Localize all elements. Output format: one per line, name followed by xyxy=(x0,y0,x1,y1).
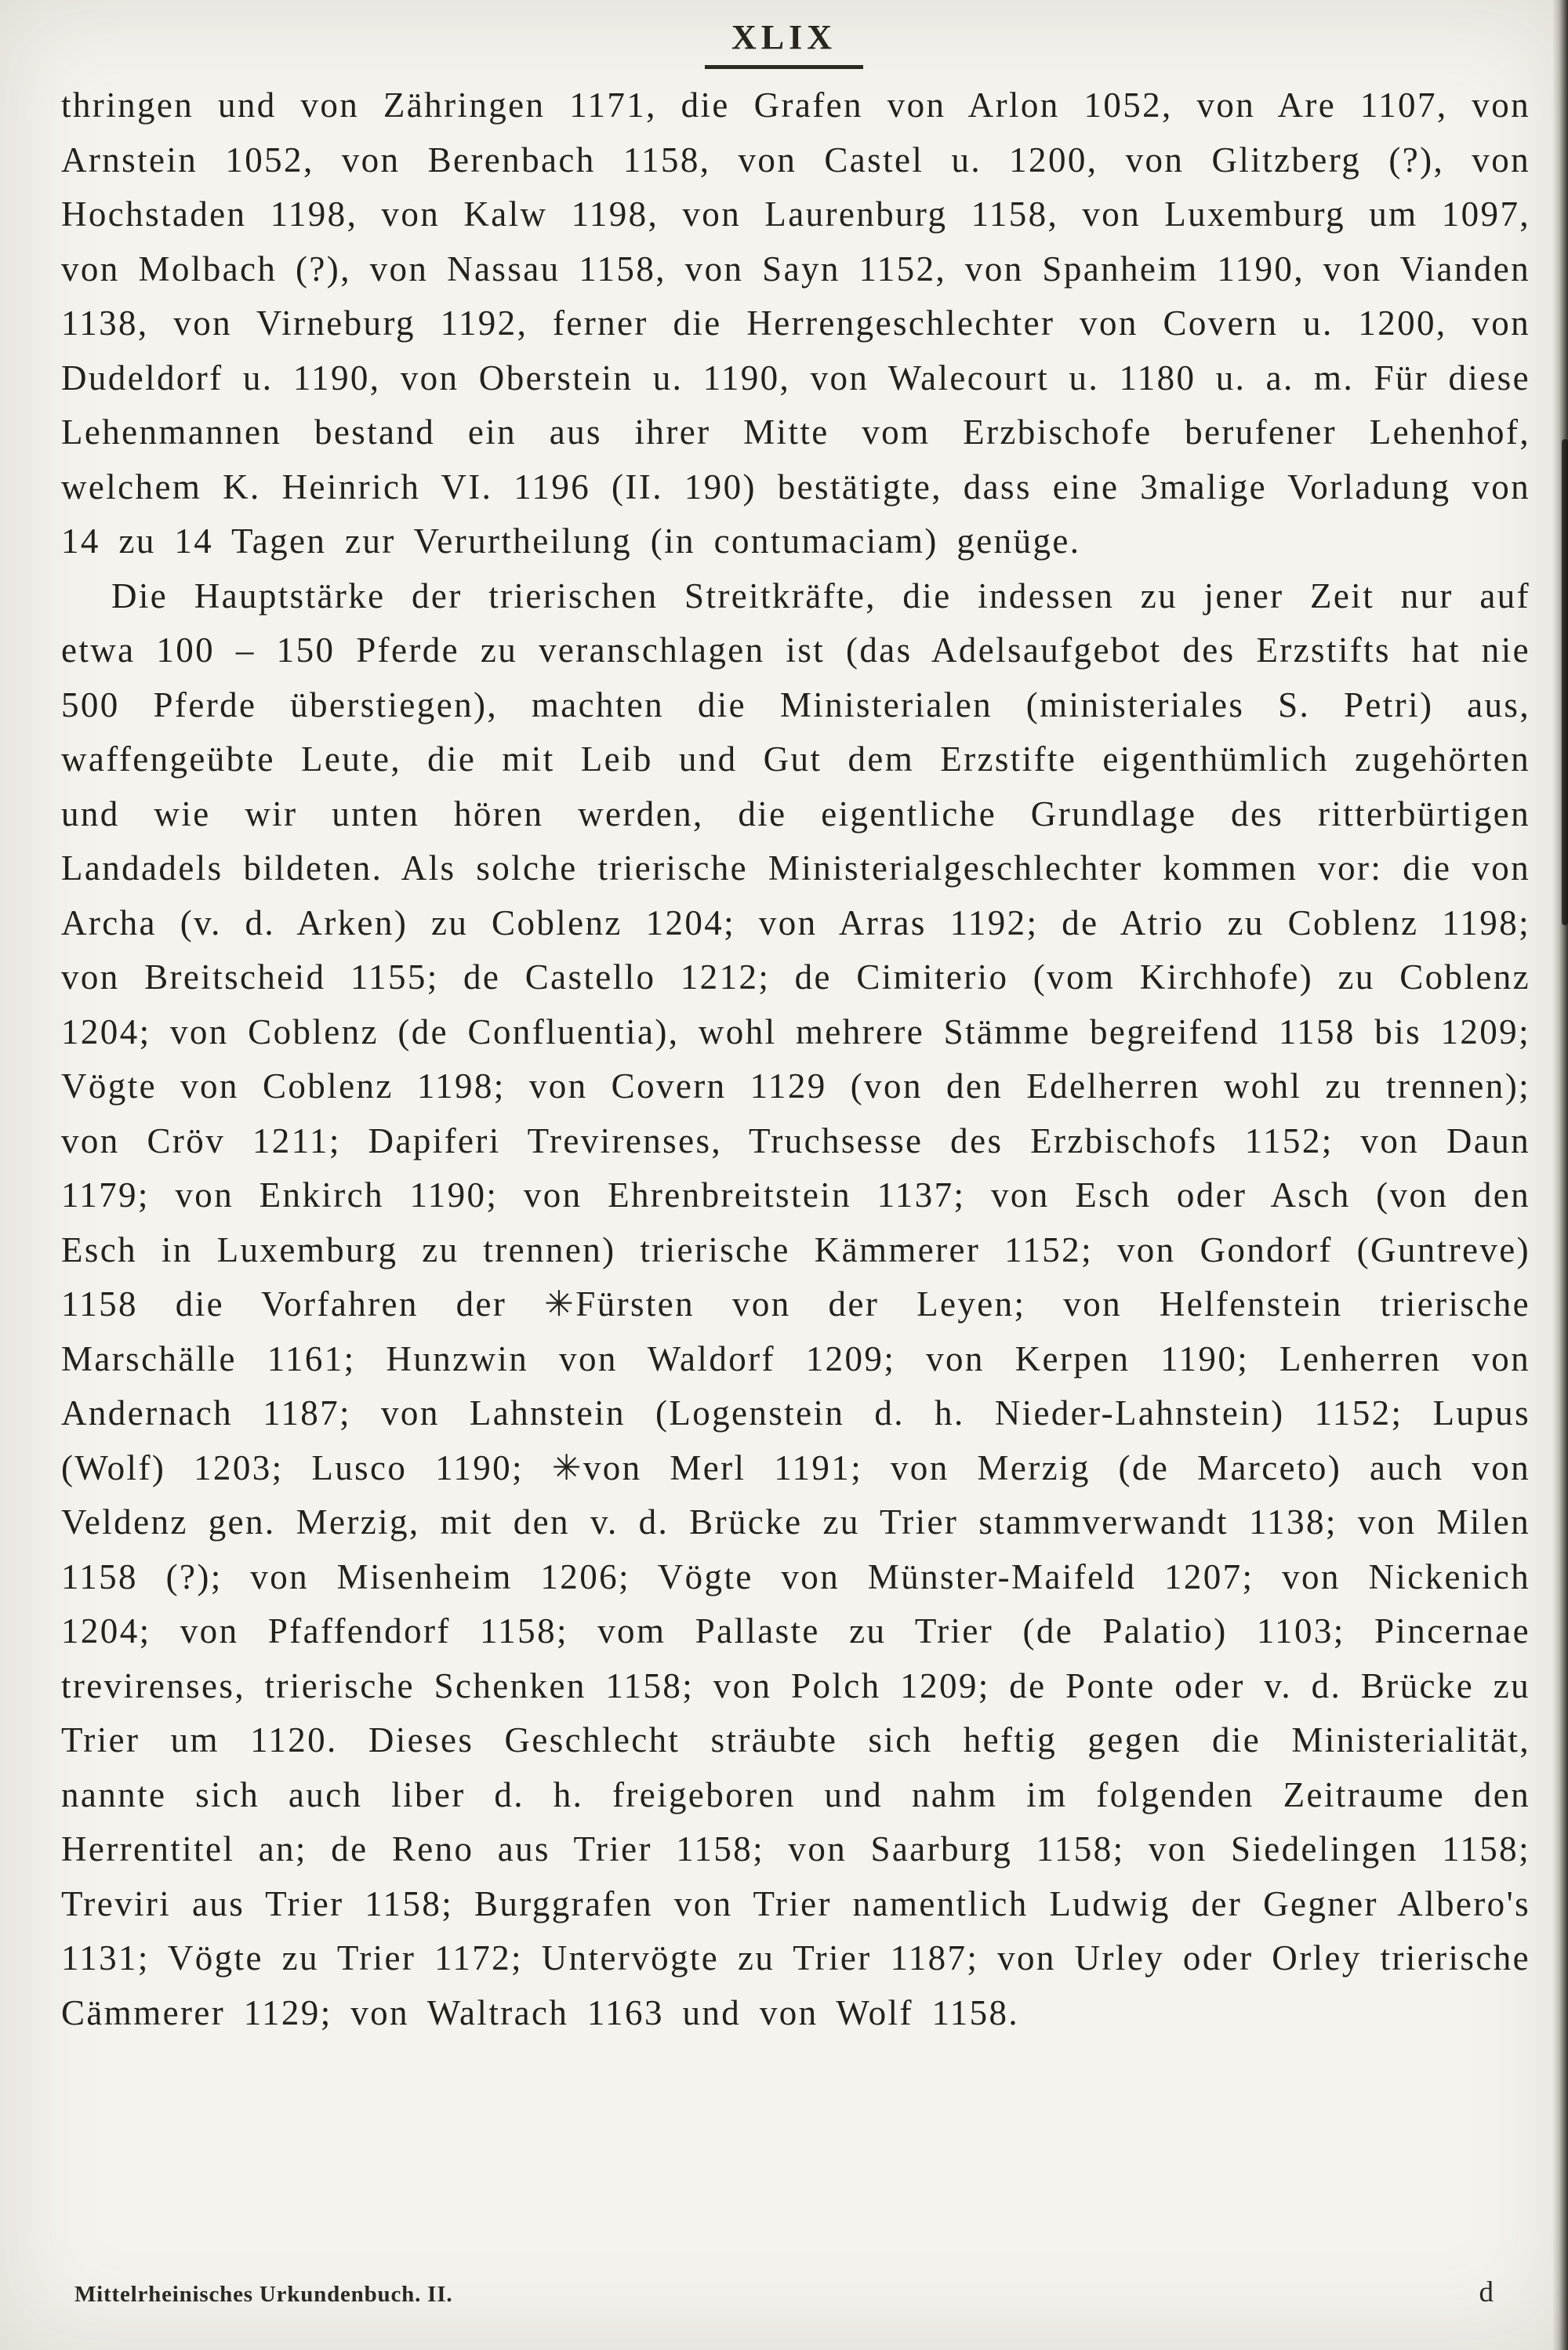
paragraph-ministerialen: Die Hauptstärke der trierischen Streitkräfte, die indessen zu jener Zeit nur auf etwa 100 – 150 Pferde zu veranschlagen ist (das Adelsaufgebot des Erzstifts hat nie 500 Pferde überstiegen), machten die Ministerialen (ministeriales S. Petri) aus, waffengeübte Leute, die mit Leib und Gut dem Erzstifte eigenthümlich zugehörten und wie wir unten hören werden, die eigentliche Grundlage des ritterbürtigen Landadels bildeten. Als solche trierische Ministerialgeschlechter kommen vor: die von Archa (v. d. Arken) zu Coblenz 1204; von Arras 1192; de Atrio zu Coblenz 1198; von Breitscheid 1155; de Castello 1212; de Cimiterio (vom Kirchhofe) zu Coblenz 1204; von Coblenz (de Confluentia), wohl mehrere Stämme begreifend 1158 bis 1209; Vögte von Coblenz 1198; von Covern 1129 (von den Edelherren wohl zu trennen); von Cröv 1211; Dapiferi Trevirenses, Truchsesse des Erzbischofs 1152; von Daun 1179; von Enkirch 1190; von Ehrenbreitstein 1137; von Esch oder Asch (von den Esch in Luxemburg zu trennen) trierische Kämmerer 1152; von Gondorf (Guntreve) 1158 die Vorfahren der ✳Fürsten von der Leyen; von Helfenstein trierische Marschälle 1161; Hunzwin von Waldorf 1209; von Kerpen 1190; Lenherren von Andernach 1187; von Lahnstein (Logenstein d. h. Nieder-Lahnstein) 1152; Lupus (Wolf) 1203; Lusco 1190; ✳von Merl 1191; von Merzig (de Marceto) auch von Veldenz gen. Merzig, mit den v. d. Brücke zu Trier stammverwandt 1138; von Milen 1158 (?); von Misenheim 1206; Vögte von Münster-Maifeld 1207; von Nickenich 1204; von Pfaffendorf 1158; vom Pallaste zu Trier (de Palatio) 1103; Pincernae trevirenses, trierische Schenken 1158; von Polch 1209; de Ponte oder v. d. Brücke zu Trier um 1120. Dieses Geschlecht sträubte sich heftig gegen die Ministerialität, nannte sich auch liber d. h. freigeboren und nahm im folgenden Zeitraume den Herrentitel an; de Reno aus Trier 1158; von Saarburg 1158; von Siedelingen 1158; Treviri aus Trier 1158; Burggrafen von Trier namentlich Ludwig der Gegner Albero's 1131; Vögte zu Trier 1172; Untervögte zu Trier 1187; von Urley oder Orley trierische Cämmerer 1129; von Waltrach 1163 und von Wolf 1158. xyxy=(61,576,1530,2032)
page-header xyxy=(0,17,1568,69)
printer-signature-mark: d xyxy=(1479,2276,1494,2308)
scan-artifact-right-edge xyxy=(1552,0,1568,2350)
page-footer xyxy=(74,2276,1494,2309)
series-imprint: Mittelrheinisches Urkundenbuch. II. xyxy=(74,2282,453,2307)
page-number: XLIX xyxy=(705,17,863,69)
paragraph-continuation: thringen und von Zähringen 1171, die Grafen von Arlon 1052, von Are 1107, von Arnstein 1052, von Berenbach 1158, von Castel u. 1200, von Glitzberg (?), von Hochstaden 1198, von Kalw 1198, von Laurenburg 1158, von Luxemburg um 1097, von Molbach (?), von Nassau 1158, von Sayn 1152, von Spanheim 1190, von Vianden 1138, von Virneburg 1192, ferner die Herrengeschlechter von Covern u. 1200, von Dudeldorf u. 1190, von Oberstein u. 1190, von Walecourt u. 1180 u. a. m. Für diese Lehenmannen bestand ein aus ihrer Mitte vom Erzbischofe berufener Lehenhof, welchem K. Heinrich VI. 1196 (II. 190) bestätigte, dass eine 3malige Vorladung von 14 zu 14 Tagen zur Verurtheilung (in contumaciam) genüge. xyxy=(61,85,1530,561)
scan-artifact-smudge xyxy=(1562,439,1568,925)
body-text xyxy=(61,78,1530,2040)
